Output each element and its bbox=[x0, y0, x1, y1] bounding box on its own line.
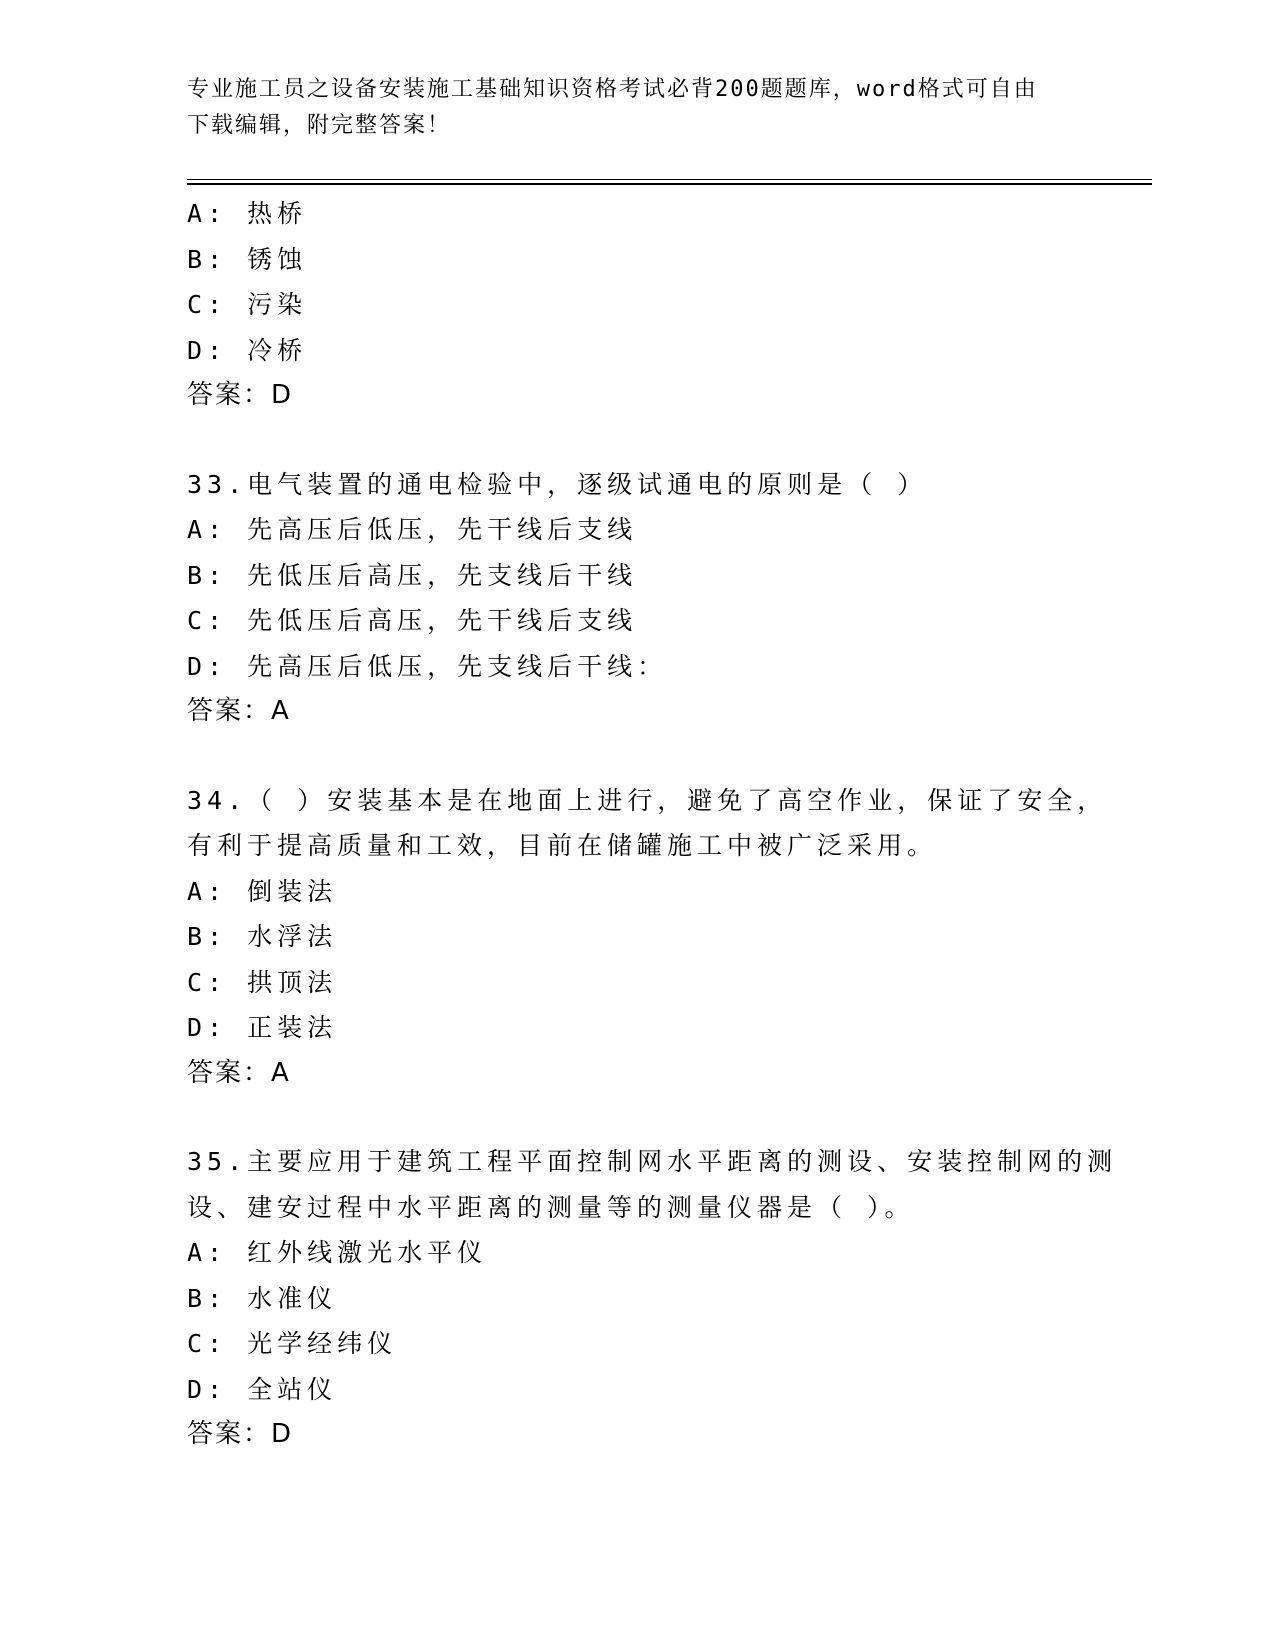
option-d: D: 先高压后低压，先支线后干线： bbox=[187, 651, 668, 681]
option-b: B: 锈蚀 bbox=[187, 244, 308, 274]
header-line-1: 专业施工员之设备安装施工基础知识资格考试必背200题题库，word格式可自由 bbox=[187, 77, 1038, 102]
header-line-2: 下载编辑，附完整答案！ bbox=[187, 113, 452, 138]
spacer bbox=[187, 735, 1152, 778]
document-header bbox=[187, 72, 1067, 144]
option-d: D: 冷桥 bbox=[187, 335, 308, 365]
option-b: B: 先低压后高压，先支线后干线 bbox=[187, 560, 638, 590]
spacer bbox=[187, 1096, 1152, 1139]
answer: 答案：D bbox=[187, 380, 294, 410]
header-divider-thick bbox=[187, 183, 1152, 185]
option-b: B: 水准仪 bbox=[187, 1283, 338, 1313]
option-d: D: 正装法 bbox=[187, 1013, 338, 1042]
spacer bbox=[187, 419, 1152, 462]
answer: 答案：A bbox=[187, 1057, 291, 1088]
question-35 bbox=[187, 1139, 1152, 1458]
option-c: C: 先低压后高压，先干线后支线 bbox=[187, 606, 638, 635]
question-stem: 33.电气装置的通电检验中，逐级试通电的原则是（ ） bbox=[187, 469, 928, 499]
answer: 答案：A bbox=[187, 696, 291, 726]
option-c: C: 拱顶法 bbox=[187, 967, 338, 997]
option-a: A: 热桥 bbox=[187, 199, 308, 228]
option-c: C: 光学经纬仪 bbox=[187, 1329, 398, 1358]
option-c: C: 污染 bbox=[187, 290, 308, 319]
option-b: B: 水浮法 bbox=[187, 922, 338, 951]
question-content bbox=[187, 191, 1152, 1458]
question-34 bbox=[187, 778, 1152, 1097]
question-stem-line-1: 35.主要应用于建筑工程平面控制网水平距离的测设、安装控制网的测 bbox=[187, 1147, 1118, 1176]
question-33 bbox=[187, 462, 1152, 735]
header-divider-thin bbox=[187, 179, 1152, 180]
option-d: D: 全站仪 bbox=[187, 1374, 338, 1404]
option-a: A: 红外线激光水平仪 bbox=[187, 1238, 488, 1267]
question-stem-line-2: 有利于提高质量和工效，目前在储罐施工中被广泛采用。 bbox=[187, 831, 938, 860]
option-a: A: 先高压后低压，先干线后支线 bbox=[187, 515, 638, 544]
answer: 答案：D bbox=[187, 1419, 294, 1449]
question-stem-line-1: 34.（ ）安装基本是在地面上进行，避免了高空作业，保证了安全， bbox=[187, 785, 1108, 815]
question-32 bbox=[187, 191, 1152, 419]
question-stem-line-2: 设、建安过程中水平距离的测量等的测量仪器是（ ）。 bbox=[187, 1192, 915, 1222]
option-a: A: 倒装法 bbox=[187, 876, 338, 906]
